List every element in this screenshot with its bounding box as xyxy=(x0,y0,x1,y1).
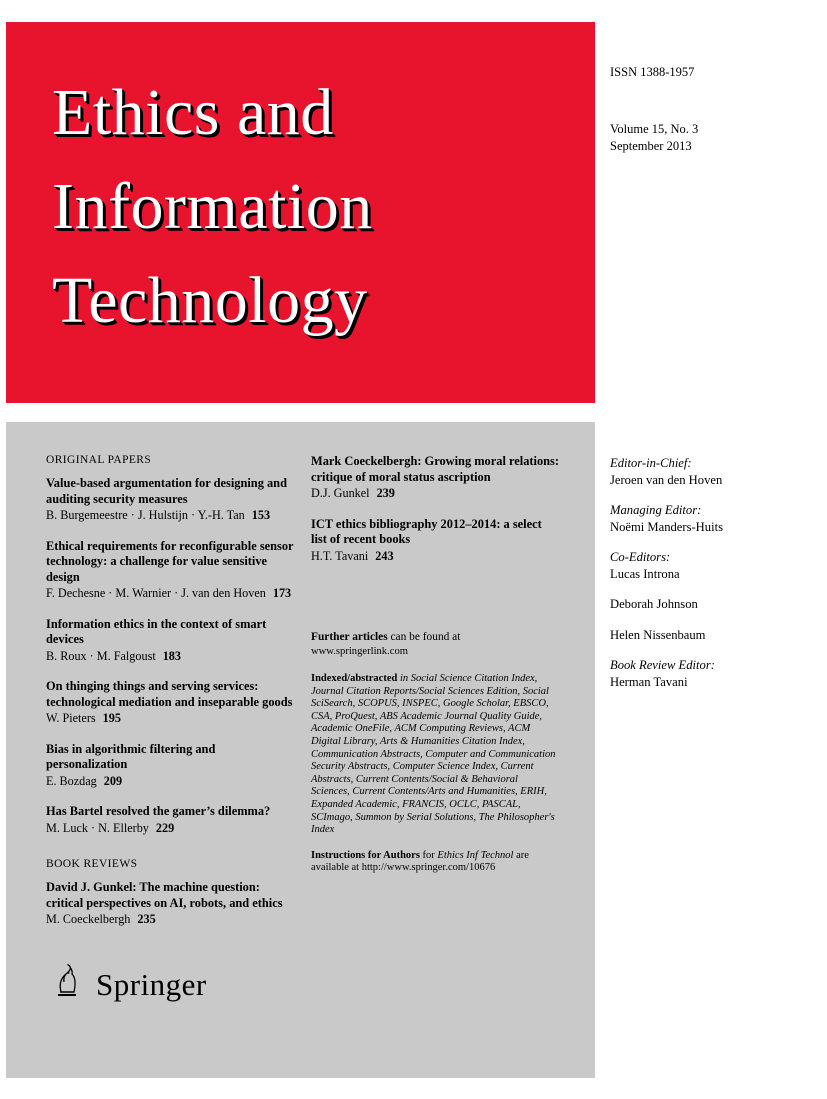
toc-entry-authors xyxy=(46,508,296,524)
co-editor-name: Lucas Introna xyxy=(610,566,680,581)
toc-entry-authors xyxy=(311,486,559,502)
indexed-label: Indexed/abstracted xyxy=(311,673,398,684)
toc-entry-authors xyxy=(46,821,296,837)
editor-in-chief-role: Editor-in-Chief: xyxy=(610,456,692,470)
book-review-editor-group xyxy=(610,657,815,690)
contents-panel xyxy=(6,422,595,1078)
toc-entry-page: 243 xyxy=(375,548,394,563)
editor-in-chief-group xyxy=(610,455,815,488)
journal-title-line-3: Technology xyxy=(52,264,368,337)
further-articles-label: Further articles xyxy=(311,631,388,643)
managing-editor-role: Managing Editor: xyxy=(610,503,702,517)
instructions-rest: are available at http://www.springer.com/10676 xyxy=(311,849,529,874)
instructions-for-authors-note xyxy=(311,850,559,875)
toc-entry[interactable] xyxy=(311,454,559,502)
toc-entry[interactable] xyxy=(46,476,296,524)
book-review-editor-role: Book Review Editor: xyxy=(610,658,715,672)
issue-date-text: September 2013 xyxy=(610,139,692,153)
toc-entry-authors xyxy=(46,774,296,790)
volume-text: Volume 15, No. 3 xyxy=(610,122,699,136)
toc-entry-page: 229 xyxy=(155,820,175,835)
toc-authors-text: B. Burgemeestre · J. Hulstijn · Y.-H. Tan xyxy=(46,508,245,522)
instructions-mid: for xyxy=(419,849,438,861)
springer-knight-icon xyxy=(50,962,84,1007)
toc-entry-title: On thinging things and serving services: technological mediation and inseparable goods xyxy=(46,679,293,709)
indexed-list: in Social Science Citation Index, Journal Citation Reports/Social Sciences Edition, Social SciSearch, SCOPUS, INSPEC, Google Scholar, EBSCO, CSA, ProQuest, ABS Academic Journal Quality Guide, Academic OneFile, ACM Computing Reviews, ACM Digital Library, Arts & Humanities Citation Index, Communication Abstracts, Computer and Communication Security Abstracts, Computer Science Index, Current Abstracts, Current Contents/Social & Behavioral Sciences, Current Contents/Arts and Humanities, ERIH, Expanded Academic, FRANCIS, OCLC, PASCAL, SCImago, Summon by Serial Solutions, The Philosopher's Index xyxy=(311,673,556,836)
indexed-abstracted-note xyxy=(311,673,559,837)
instructions-label: Instructions for Authors xyxy=(311,849,420,861)
toc-authors-text: M. Luck · N. Ellerby xyxy=(46,820,149,835)
toc-entry-page: 173 xyxy=(272,586,292,600)
toc-entry-title: Information ethics in the context of smart devices xyxy=(46,616,267,646)
further-articles-text: can be found at xyxy=(387,631,461,643)
toc-entry-page: 239 xyxy=(376,486,395,500)
toc-entry-page: 183 xyxy=(162,648,181,663)
toc-entry[interactable] xyxy=(46,539,296,602)
toc-entry[interactable] xyxy=(46,617,296,665)
journal-title-line-1: Ethics and xyxy=(52,76,334,149)
toc-entry[interactable] xyxy=(311,517,559,565)
co-editor-name: Deborah Johnson xyxy=(610,597,698,611)
toc-entry-authors xyxy=(311,549,559,565)
toc-entry-title: ICT ethics bibliography 2012–2014: a select list of recent books xyxy=(311,516,542,546)
toc-authors-text: M. Coeckelbergh xyxy=(46,912,131,926)
toc-entry[interactable] xyxy=(46,880,296,928)
managing-editor-name: Noëmi Manders-Huits xyxy=(610,519,723,534)
publisher-logo xyxy=(50,962,207,1007)
issue-meta xyxy=(610,64,810,155)
toc-entry[interactable] xyxy=(46,742,296,790)
toc-authors-text: B. Roux · M. Falgoust xyxy=(46,648,156,663)
toc-authors-text: W. Pieters xyxy=(46,711,96,725)
toc-entry-authors xyxy=(46,586,296,602)
co-editor-name: Helen Nissenbaum xyxy=(610,627,706,642)
co-editors-role: Co-Editors: xyxy=(610,550,671,564)
toc-authors-text: H.T. Tavani xyxy=(311,548,369,563)
toc-entry[interactable] xyxy=(46,679,296,727)
co-editors-group xyxy=(610,549,815,582)
journal-short-name: Ethics Inf Technol xyxy=(437,849,514,861)
journal-title-line-2: Information xyxy=(52,170,373,243)
contents-column-left xyxy=(46,454,296,943)
section-heading-original-papers: ORIGINAL PAPERS xyxy=(46,454,152,466)
further-articles-note xyxy=(311,630,559,659)
managing-editor-group xyxy=(610,502,815,535)
editor-in-chief-name: Jeroen van den Hoven xyxy=(610,472,723,487)
toc-entry-page: 153 xyxy=(251,508,271,522)
toc-entry-authors xyxy=(46,711,296,727)
toc-entry-authors xyxy=(46,912,296,928)
book-review-editor-name: Herman Tavani xyxy=(610,674,688,689)
toc-entry-authors xyxy=(46,649,296,665)
issn-text: ISSN 1388-1957 xyxy=(610,65,695,79)
toc-entry-title: Mark Coeckelbergh: Growing moral relations: critique of moral status ascription xyxy=(311,454,560,484)
toc-entry-title: Value-based argumentation for designing and auditing security measures xyxy=(46,476,287,506)
toc-entry-title: Ethical requirements for reconfigurable sensor technology: a challenge for value sensitive design xyxy=(46,538,294,584)
toc-authors-text: E. Bozdag xyxy=(46,773,97,788)
toc-entry[interactable] xyxy=(46,804,296,836)
toc-entry-title: David J. Gunkel: The machine question: critical perspectives on AI, robots, and ethics xyxy=(46,880,283,910)
toc-entry-title: Has Bartel resolved the gamer’s dilemma? xyxy=(46,804,271,818)
masthead-title-block xyxy=(52,66,562,348)
section-heading-book-reviews: BOOK REVIEWS xyxy=(46,858,138,870)
toc-entry-page: 209 xyxy=(103,773,123,788)
toc-authors-text: F. Dechesne · M. Warnier · J. van den Hoven xyxy=(46,586,266,600)
journal-masthead xyxy=(6,22,595,403)
toc-entry-page: 235 xyxy=(137,912,156,926)
toc-entry-page: 195 xyxy=(102,711,121,725)
publisher-name: Springer xyxy=(96,966,207,1002)
contents-column-middle xyxy=(311,454,559,875)
toc-entry-title: Bias in algorithmic filtering and personalization xyxy=(46,741,216,771)
toc-authors-text: D.J. Gunkel xyxy=(311,486,370,500)
editorial-board xyxy=(610,455,815,704)
springerlink-url[interactable]: www.springerlink.com xyxy=(311,646,408,657)
